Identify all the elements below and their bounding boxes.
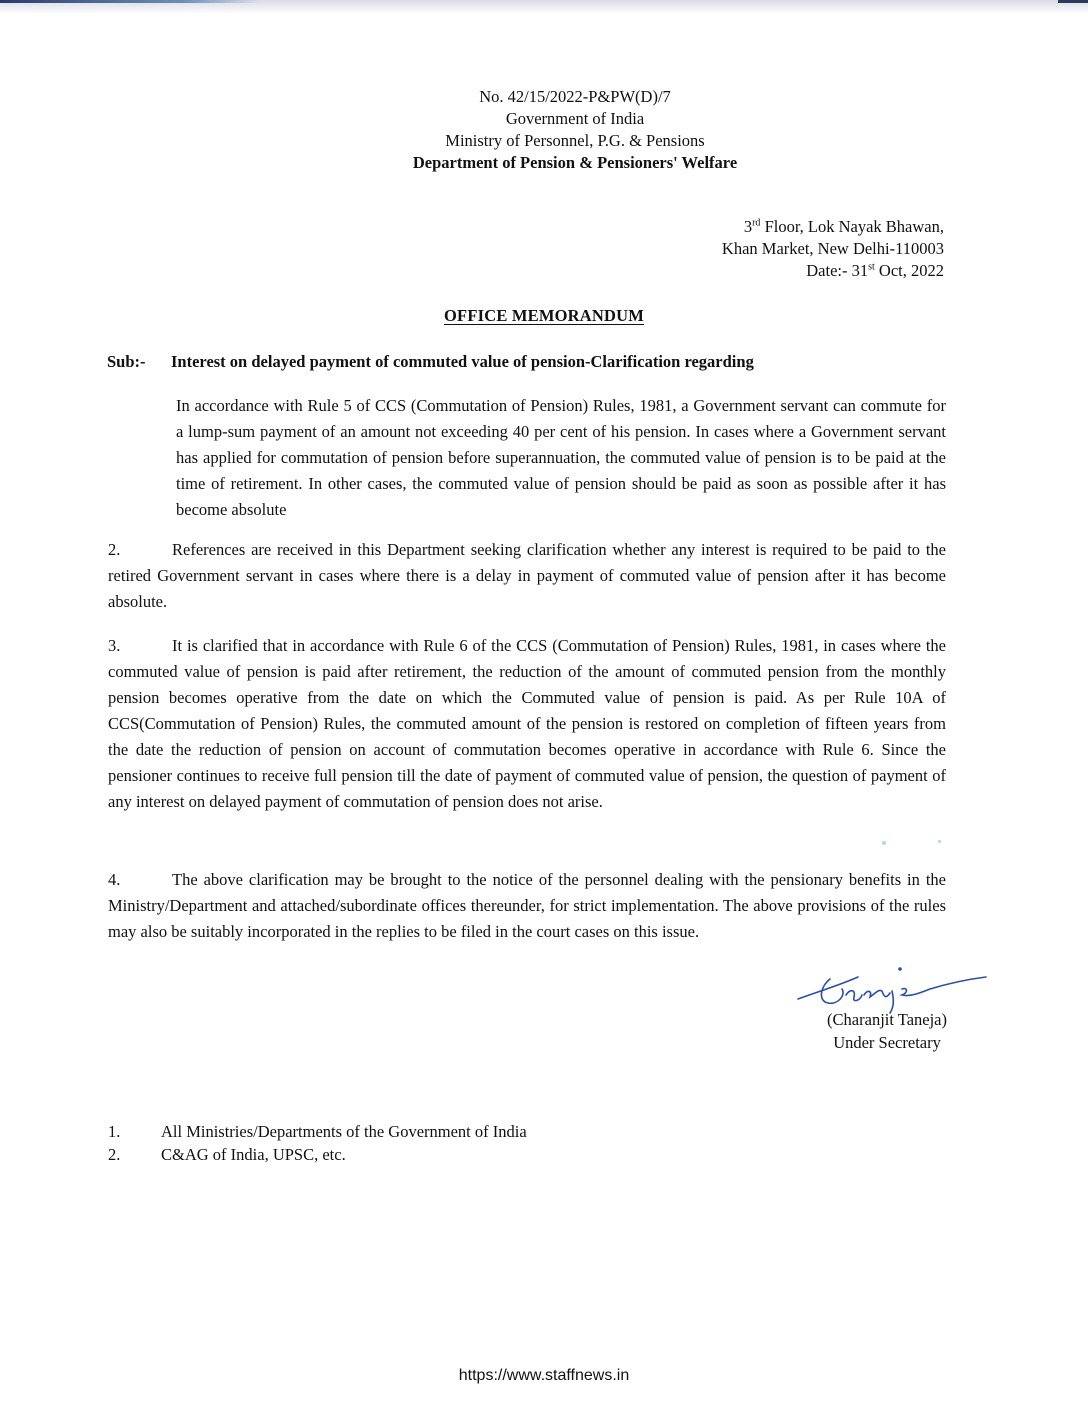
file-number: No. 42/15/2022-P&PW(D)/7	[479, 87, 671, 106]
paragraph-1	[108, 393, 946, 523]
paragraph-number: 2.	[108, 540, 121, 559]
department-name: Department of Pension & Pensioners' Welfare	[412, 153, 738, 172]
paragraph-text: References are received in this Department seeking clarification whether any interest is required to be paid to the retired Government servant in cases where there is a delay in payment of commuted value of pension after it has become absolute.	[108, 540, 946, 611]
distribution-list	[108, 1120, 527, 1166]
paragraph-number: 3.	[108, 636, 121, 655]
subject-label: Sub:-	[107, 352, 146, 371]
letterhead	[300, 86, 850, 174]
subject-line	[107, 352, 957, 372]
memo-title: OFFICE MEMORANDUM	[444, 306, 644, 325]
list-item: 1. All Ministries/Departments of the Government of India	[108, 1122, 527, 1141]
scan-edge-artifact	[0, 0, 1088, 14]
address-line-1: 3rd Floor, Lok Nayak Bhawan,	[743, 217, 944, 236]
list-item: 2. C&AG of India, UPSC, etc.	[108, 1145, 346, 1164]
footer-url[interactable]: https://www.staffnews.in	[458, 1367, 630, 1384]
government-name: Government of India	[505, 109, 645, 128]
paragraph-text: The above clarification may be brought to the notice of the personnel dealing with the pensionary benefits in the Ministry/Department and attached/subordinate offices thereunder, for strict implementation. The above provisions of the rules may also be suitably incorporated in the replies to be filed in the court cases on this issue.	[108, 870, 946, 941]
memo-date: Date:- 31st Oct, 2022	[806, 261, 944, 280]
signatory-designation: Under Secretary	[833, 1033, 941, 1052]
paragraph-4	[108, 867, 946, 945]
paragraph-2	[108, 537, 946, 615]
paragraph-text: In accordance with Rule 5 of CCS (Commutation of Pension) Rules, 1981, a Government servant can commute for a lump-sum payment of an amount not exceeding 40 per cent of his pension. In cases where a Government servant has applied for commutation of pension before superannuation, the commuted value of pension is to be paid at the time of retirement. In other cases, the commuted value of pension should be paid as soon as possible after it has become absolute	[176, 396, 946, 519]
paragraph-text: It is clarified that in accordance with Rule 6 of the CCS (Commutation of Pension) Rules, 1981, in cases where the commuted value of pension is paid after retirement, the reduction of the amount of commuted pension from the monthly pension becomes operative from the date on which the Commuted value of pension is paid. As per Rule 10A of CCS(Commutation of Pension) Rules, the commuted amount of the pension is restored on completion of fifteen years from the date the reduction of pension on account of commutation becomes operative in accordance with Rule 6. Since the pensioner continues to receive full pension till the date of payment of commuted value of pension, the question of payment of any interest on delayed payment of commutation of pension does not arise.	[108, 636, 946, 811]
signatory-name: (Charanjit Taneja)	[827, 1010, 947, 1029]
scan-speck	[938, 840, 941, 843]
ministry-name: Ministry of Personnel, P.G. & Pensions	[445, 131, 705, 150]
address-block	[722, 216, 944, 282]
address-line-2: Khan Market, New Delhi-110003	[721, 239, 944, 258]
paragraph-3	[108, 633, 946, 815]
subject-text: Interest on delayed payment of commuted value of pension-Clarification regarding	[171, 352, 754, 371]
scan-speck	[882, 841, 886, 845]
paragraph-number: 4.	[108, 870, 121, 889]
signatory-block	[827, 1008, 947, 1054]
